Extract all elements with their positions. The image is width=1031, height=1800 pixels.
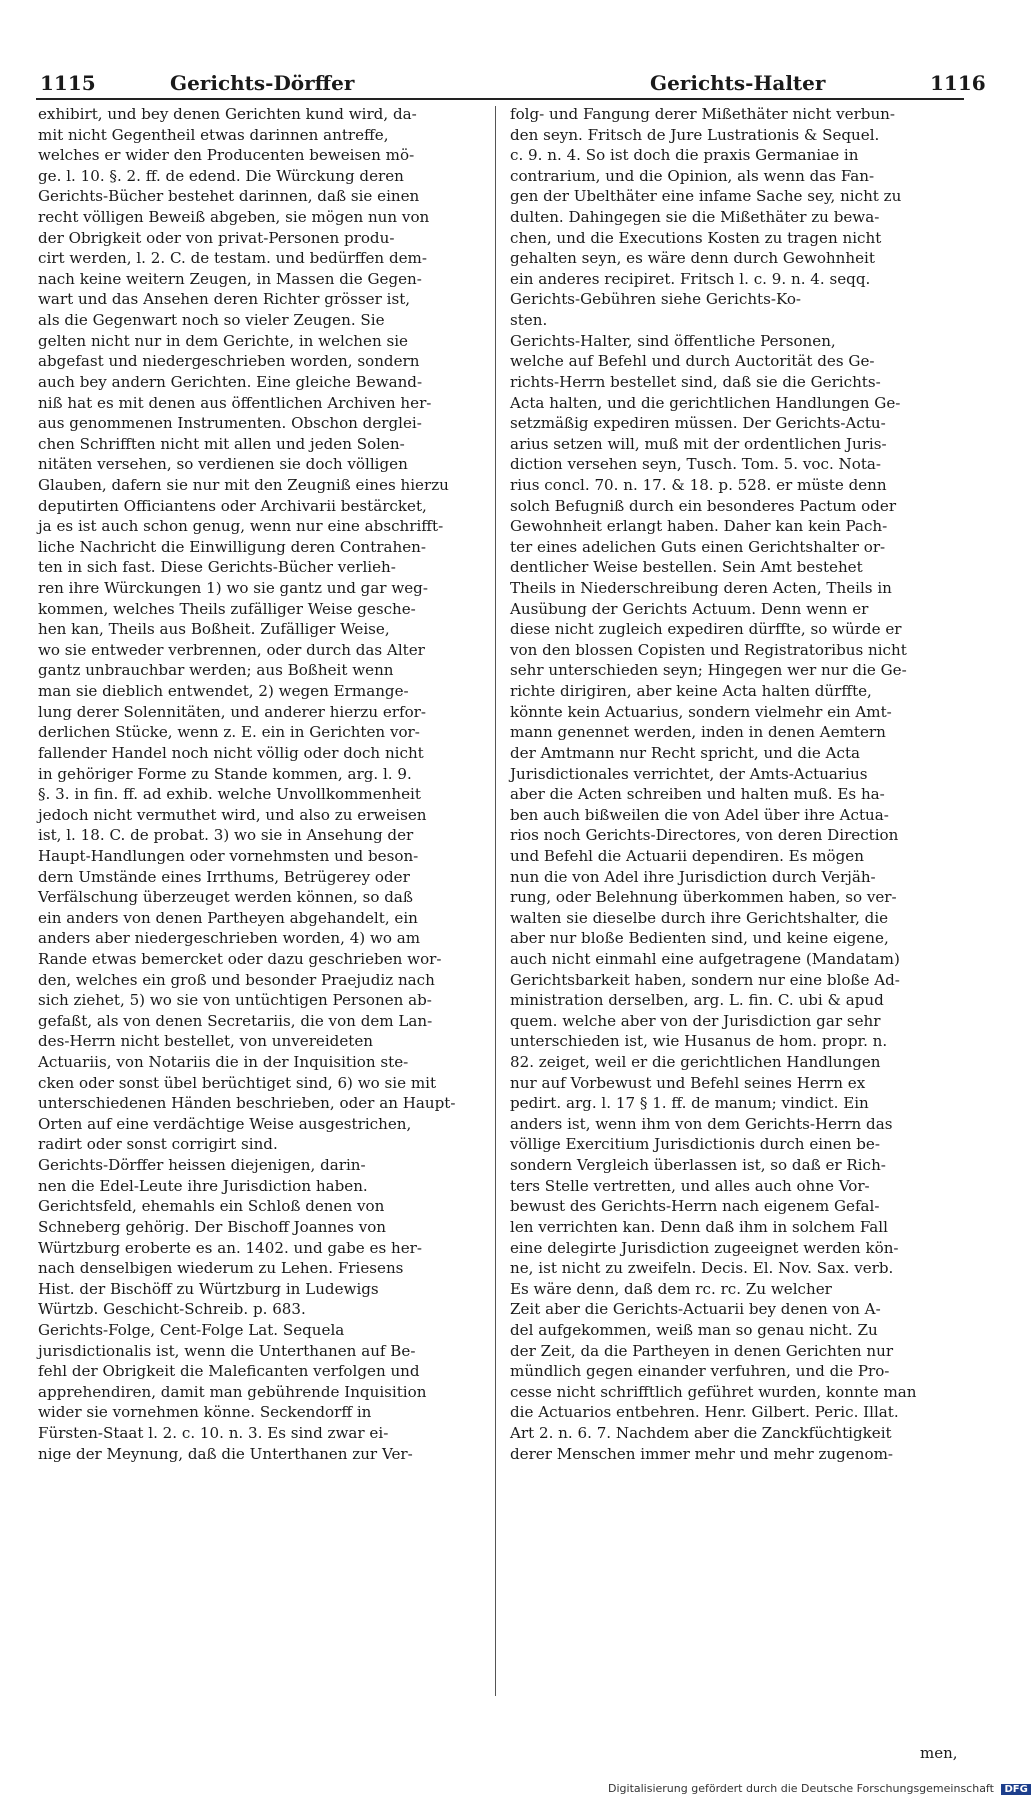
text-line: Haupt-Handlungen oder vornehmsten und beson- xyxy=(38,846,419,865)
right-running-head: Gerichts-Halter xyxy=(650,71,826,95)
text-line: cesse nicht schrifftlich geführet wurden, konnte man xyxy=(510,1382,917,1401)
text-line: und Befehl die Actuarii dependiren. Es mögen xyxy=(510,846,864,865)
text-line: richte dirigiren, aber keine Acta halten dürffte, xyxy=(510,682,872,701)
text-line: nach denselbigen wiederum zu Lehen. Friesens xyxy=(38,1259,404,1278)
text-line: der Obrigkeit oder von privat-Personen produ- xyxy=(38,228,395,247)
text-line: radirt oder sonst corrigirt sind. xyxy=(38,1135,278,1154)
text-line: wo sie entweder verbrennen, oder durch das Alter xyxy=(38,640,425,659)
text-line: exhibirt, und bey denen Gerichten kund wird, da- xyxy=(38,105,417,123)
digitization-footer xyxy=(608,1782,1031,1795)
text-line: Fürsten-Staat l. 2. c. 10. n. 3. Es sind zwar ei- xyxy=(38,1424,389,1442)
text-line: unterschieden ist, wie Husanus de hom. propr. n. xyxy=(510,1032,888,1051)
text-line: apprehendiren, damit man gebührende Inquisition xyxy=(38,1382,427,1401)
text-line: gantz unbrauchbar werden; aus Boßheit wenn xyxy=(38,661,394,680)
text-line: sehr unterschieden seyn; Hingegen wer nur die Ge- xyxy=(510,661,907,680)
text-line: nur auf Vorbewust und Befehl seines Herrn ex xyxy=(510,1073,866,1092)
text-line: lung derer Solennitäten, und anderer hierzu erfor- xyxy=(38,702,427,721)
text-line: len verrichten kan. Denn daß ihm in solchem Fall xyxy=(510,1217,888,1236)
text-line: diese nicht zugleich expediren dürffte, so würde er xyxy=(510,620,902,639)
text-line: Würtzb. Geschicht-Schreib. p. 683. xyxy=(38,1300,306,1319)
text-line: Gerichts-Halter, sind öffentliche Personen, xyxy=(510,331,836,350)
right-page-number: 1116 xyxy=(930,71,986,95)
text-line: die Actuarios entbehren. Henr. Gilbert. Peric. Illat. xyxy=(510,1403,899,1422)
text-line: Art 2. n. 6. 7. Nachdem aber die Zanckfüchtigkeit xyxy=(510,1424,892,1442)
text-line: der Amtmann nur Recht spricht, und die Acta xyxy=(510,743,861,762)
text-line: gefaßt, als von denen Secretariis, die von dem Lan- xyxy=(38,1011,433,1030)
left-running-head: Gerichts-Dörffer xyxy=(170,71,355,95)
text-line: welches er wider den Producenten beweisen mö- xyxy=(38,146,415,165)
text-line: contrarium, und die Opinion, als wenn das Fan- xyxy=(510,166,875,185)
text-line: gehalten seyn, es wäre denn durch Gewohnheit xyxy=(510,249,875,268)
text-line: Gerichtsfeld, ehemahls ein Schloß denen von xyxy=(38,1197,385,1216)
text-line: setzmäßig expediren müssen. Der Gerichts-Actu- xyxy=(510,414,886,433)
text-line: in gehöriger Forme zu Stande kommen, arg. l. 9. xyxy=(38,764,412,783)
text-line: Jurisdictionales verrichtet, der Amts-Actuarius xyxy=(510,764,868,783)
text-line: solch Befugniß durch ein besonderes Pactum oder xyxy=(510,496,897,515)
text-line: rung, oder Belehnung überkommen haben, so ver- xyxy=(510,888,897,907)
text-line: Gerichtsbarkeit haben, sondern nur eine bloße Ad- xyxy=(510,970,900,989)
text-line: hen kan, Theils aus Boßheit. Zufälliger Weise, xyxy=(38,620,390,639)
text-line: rius concl. 70. n. 17. & 18. p. 528. er müste denn xyxy=(510,475,887,494)
text-line: §. 3. in fin. ff. ad exhib. welche Unvollkommenheit xyxy=(38,785,421,804)
text-line: arius setzen will, muß mit der ordentlichen Juris- xyxy=(510,434,887,453)
text-line: chen, und die Executions Kosten zu tragen nicht xyxy=(510,228,882,247)
text-line: gelten nicht nur in dem Gerichte, in welchen sie xyxy=(38,331,408,350)
text-line: 82. zeiget, weil er die gerichtlichen Handlungen xyxy=(510,1053,881,1072)
text-line: folg- und Fangung derer Mißethäter nicht verbun- xyxy=(510,105,896,123)
text-line: Ausübung der Gerichts Actuum. Denn wenn er xyxy=(510,599,869,618)
text-line: nach keine weitern Zeugen, in Massen die Gegen- xyxy=(38,269,422,288)
text-line: nun die von Adel ihre Jurisdiction durch Verjäh- xyxy=(510,867,876,886)
text-line: Gerichts-Bücher bestehet darinnen, daß sie einen xyxy=(38,187,420,206)
text-line: cirt werden, l. 2. C. de testam. und bedürffen dem- xyxy=(38,249,427,268)
text-line: sich ziehet, 5) wo sie von untüchtigen Personen ab- xyxy=(38,991,432,1010)
text-line: dern Umstände eines Irrthums, Betrügerey oder xyxy=(38,867,410,886)
text-line: Glauben, dafern sie nur mit den Zeugniß eines hierzu xyxy=(38,475,449,494)
dfg-logo: DFG xyxy=(1001,1784,1030,1795)
text-line: als die Gegenwart noch so vieler Zeugen. Sie xyxy=(38,311,385,330)
text-line: von den blossen Copisten und Registratoribus nicht xyxy=(510,640,907,659)
text-line: niß hat es mit denen aus öffentlichen Archiven her- xyxy=(38,393,432,412)
text-line: Acta halten, und die gerichtlichen Handlungen Ge- xyxy=(510,393,901,412)
footer-text: Digitalisierung gefördert durch die Deutsche Forschungsgemeinschaft xyxy=(608,1782,994,1795)
text-line: cken oder sonst übel berüchtiget sind, 6) wo sie mit xyxy=(38,1073,437,1092)
text-line: des-Herrn nicht bestellet, von unvereideten xyxy=(38,1032,373,1051)
text-line: Orten auf eine verdächtige Weise ausgestrichen, xyxy=(38,1114,412,1133)
text-line: ter eines adelichen Guts einen Gerichtshalter or- xyxy=(510,537,886,556)
text-line: ein anders von denen Partheyen abgehandelt, ein xyxy=(38,908,418,927)
text-line: mit nicht Gegentheil etwas darinnen antreffe, xyxy=(38,125,389,144)
text-line: Schneberg gehörig. Der Bischoff Joannes von xyxy=(38,1217,387,1236)
text-line: ein anderes recipiret. Fritsch l. c. 9. n. 4. seqq. xyxy=(510,269,871,288)
column-divider xyxy=(495,106,496,1696)
text-line: eine delegirte Jurisdiction zugeeignet werden kön- xyxy=(510,1238,899,1257)
text-line: Zeit aber die Gerichts-Actuarii bey denen von A- xyxy=(510,1300,881,1319)
text-line: könnte kein Actuarius, sondern vielmehr ein Amt- xyxy=(510,702,892,721)
text-line: auch bey andern Gerichten. Eine gleiche Bewand- xyxy=(38,372,423,391)
text-line: ren ihre Würckungen 1) wo sie gantz und gar weg- xyxy=(38,579,428,598)
text-line: ters Stelle vertretten, und alles auch ohne Vor- xyxy=(510,1176,870,1195)
text-line: kommen, welches Theils zufälliger Weise gesche- xyxy=(38,599,416,618)
text-line: fehl der Obrigkeit die Maleficanten verfolgen und xyxy=(38,1362,420,1381)
text-line: diction versehen seyn, Tusch. Tom. 5. voc. Nota- xyxy=(510,455,882,474)
text-line: jurisdictionalis ist, wenn die Unterthanen auf Be- xyxy=(38,1341,416,1360)
text-line: dentlicher Weise bestellen. Sein Amt bestehet xyxy=(510,558,863,577)
text-line: Theils in Niederschreibung deren Acten, Theils in xyxy=(510,579,892,598)
text-line: man sie dieblich entwendet, 2) wegen Ermange- xyxy=(38,682,409,701)
text-line: derer Menschen immer mehr und mehr zugenom- xyxy=(510,1444,893,1463)
text-line: ten in sich fast. Diese Gerichts-Bücher verlieh- xyxy=(38,558,396,577)
text-line: rios noch Gerichts-Directores, von deren Direction xyxy=(510,826,899,845)
text-line: mündlich gegen einander verfuhren, und die Pro- xyxy=(510,1362,890,1381)
text-line: aber nur bloße Bedienten sind, und keine eigene, xyxy=(510,929,889,948)
text-line: walten sie dieselbe durch ihre Gerichtshalter, die xyxy=(510,908,889,927)
text-line: Gewohnheit erlangt haben. Daher kan kein Pach- xyxy=(510,517,888,536)
text-line: anders aber niedergeschrieben worden, 4) wo am xyxy=(38,929,421,948)
text-line: mann genennet werden, inden in denen Aemtern xyxy=(510,723,886,742)
text-line: bewust des Gerichts-Herrn nach eigenem Gefal- xyxy=(510,1197,880,1216)
left-text-column xyxy=(38,104,480,1464)
text-line: fallender Handel noch nicht völlig oder doch nicht xyxy=(38,743,424,762)
right-text-column xyxy=(510,104,958,1464)
text-line: abgefast und niedergeschrieben worden, sondern xyxy=(38,352,420,371)
text-line: Verfälschung überzeuget werden können, so daß xyxy=(38,888,413,907)
text-line: deputirten Officiantens oder Archivarii bestärcket, xyxy=(38,496,427,515)
text-line: Es wäre denn, daß dem rc. rc. Zu welcher xyxy=(510,1279,832,1298)
text-line: Actuariis, von Notariis die in der Inquisition ste- xyxy=(38,1053,409,1072)
text-line: gen der Ubelthäter eine infame Sache sey, nicht zu xyxy=(510,187,902,206)
text-line: der Zeit, da die Partheyen in denen Gerichten nur xyxy=(510,1341,894,1360)
text-line: dulten. Dahingegen sie die Mißethäter zu bewa- xyxy=(510,208,880,227)
text-line: sondern Vergleich überlassen ist, so daß er Rich- xyxy=(510,1156,886,1175)
text-line: liche Nachricht die Einwilligung deren Contrahen- xyxy=(38,537,426,556)
text-line: Hist. der Bischöff zu Würtzburg in Ludewigs xyxy=(38,1279,379,1298)
text-line: chen Schrifften nicht mit allen und jeden Solen- xyxy=(38,434,405,453)
left-page-number: 1115 xyxy=(40,71,96,95)
text-line: Rande etwas bemercket oder dazu geschrieben wor- xyxy=(38,949,442,968)
text-line: ministration derselben, arg. L. fin. C. ubi & apud xyxy=(510,991,884,1010)
text-line: pedirt. arg. l. 17 § 1. ff. de manum; vindict. Ein xyxy=(510,1094,869,1113)
text-line: den, welches ein groß und besonder Praejudiz nach xyxy=(38,970,435,989)
text-line: jedoch nicht vermuthet wird, und also zu erweisen xyxy=(38,805,427,824)
text-line: auch nicht einmahl eine aufgetragene (Mandatam) xyxy=(510,949,900,968)
text-line: Gerichts-Dörffer heissen diejenigen, darin- xyxy=(38,1156,366,1175)
text-line: völlige Exercitium Jurisdictionis durch einen be- xyxy=(510,1135,880,1154)
text-line: ja es ist auch schon genug, wenn nur eine abschrifft- xyxy=(38,517,444,536)
text-line: ne, ist nicht zu zweifeln. Decis. El. Nov. Sax. verb. xyxy=(510,1259,894,1278)
text-line: aber die Acten schreiben und halten muß. Es ha- xyxy=(510,785,885,804)
header-rule xyxy=(36,98,964,100)
text-line: anders ist, wenn ihm von dem Gerichts-Herrn das xyxy=(510,1114,893,1133)
text-line: ben auch bißweilen die von Adel über ihre Actua- xyxy=(510,805,889,824)
text-line: den seyn. Fritsch de Jure Lustrationis & Sequel. xyxy=(510,125,880,144)
text-line: recht völligen Beweiß abgeben, sie mögen nun von xyxy=(38,208,430,227)
text-line: ge. l. 10. §. 2. ff. de edend. Die Würckung deren xyxy=(38,166,404,185)
text-line: Gerichts-Gebühren siehe Gerichts-Ko- xyxy=(510,290,802,309)
text-line: richts-Herrn bestellet sind, daß sie die Gerichts- xyxy=(510,372,881,391)
text-line: aus genommenen Instrumenten. Obschon derglei- xyxy=(38,414,422,433)
catchword: men, xyxy=(920,1744,958,1762)
text-line: nitäten versehen, so verdienen sie doch völligen xyxy=(38,455,408,474)
text-line: Gerichts-Folge, Cent-Folge Lat. Sequela xyxy=(38,1320,345,1339)
text-line: Würtzburg eroberte es an. 1402. und gabe es her- xyxy=(38,1238,422,1257)
text-line: quem. welche aber von der Jurisdiction gar sehr xyxy=(510,1011,881,1030)
text-line: welche auf Befehl und durch Auctorität des Ge- xyxy=(510,352,875,371)
text-line: sten. xyxy=(510,311,548,330)
text-line: nen die Edel-Leute ihre Jurisdiction haben. xyxy=(38,1176,368,1195)
text-line: wart und das Ansehen deren Richter grösser ist, xyxy=(38,290,411,309)
text-line: unterschiedenen Händen beschrieben, oder an Haupt- xyxy=(38,1094,456,1113)
text-line: ist, l. 18. C. de probat. 3) wo sie in Ansehung der xyxy=(38,826,414,845)
text-line: del aufgekommen, weiß man so genau nicht. Zu xyxy=(510,1320,878,1339)
text-line: derlichen Stücke, wenn z. E. ein in Gerichten vor- xyxy=(38,723,420,742)
text-line: nige der Meynung, daß die Unterthanen zur Ver- xyxy=(38,1444,413,1463)
text-line: c. 9. n. 4. So ist doch die praxis Germaniae in xyxy=(510,146,859,165)
text-line: wider sie vornehmen könne. Seckendorff in xyxy=(38,1403,372,1422)
